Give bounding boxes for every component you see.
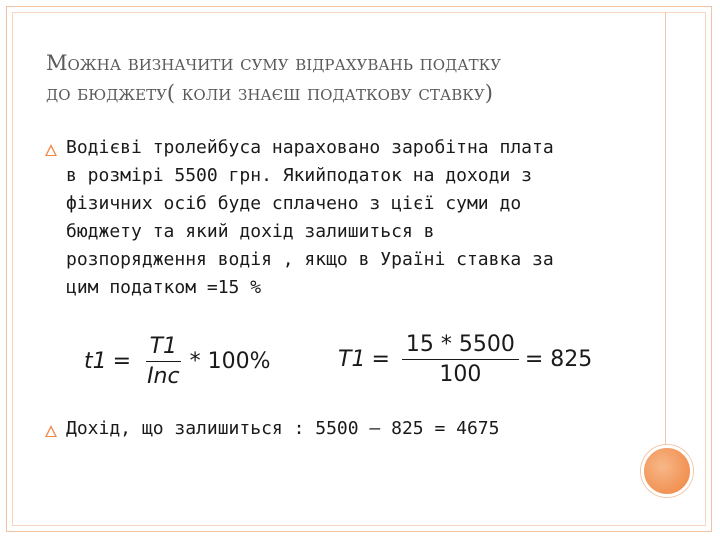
bullet-1-line: цим податком =15 % [66, 277, 262, 298]
formula-tax-rate [84, 334, 270, 389]
formula-tax-amount [338, 332, 592, 387]
formula-2-eq: = [371, 347, 390, 372]
bullet-2-text [66, 415, 636, 443]
formula-2-result: = 825 [524, 347, 593, 372]
bullet-1-line: розпорядження водія , якщо в Ураїні ставка за [66, 249, 554, 270]
formula-1-eq: = [112, 349, 132, 374]
formula-2-numerator: 15 * 5500 [402, 332, 519, 360]
decor-circle [641, 445, 693, 497]
bullet-icon [44, 424, 58, 438]
formula-1-fraction [143, 334, 184, 389]
formula-2-denominator: 100 [439, 362, 482, 387]
title-line-1: Можна визначити суму відрахувань податку [46, 51, 502, 75]
bullet-1-line: бюджету та який дохід залишиться в [66, 221, 435, 242]
bullet-1-line: Водієві тролейбуса нараховано заробітна плата [66, 137, 554, 158]
title-line-2: до бюджету( коли знаєш податкову ставку) [46, 81, 493, 105]
bullet-1-text [66, 134, 636, 302]
formula-2-lhs: T1 [338, 347, 366, 372]
formula-2-fraction [402, 332, 519, 387]
bullet-icon [44, 143, 58, 157]
bullet-1-line: фізичних осіб буде сплачено з цієї суми до [66, 193, 522, 214]
decor-vertical-line [665, 12, 666, 462]
formula-1-tail: * 100% [189, 349, 271, 374]
bullet-1-line: в розмірі 5500 грн. Якийподаток на доходи з [66, 165, 532, 186]
formula-1-denominator: Inc [147, 364, 180, 389]
formula-1-lhs: t1 [84, 349, 107, 374]
formula-1-numerator: T1 [146, 334, 181, 362]
bullet-2-line: Дохід, що залишиться : 5500 – 825 = 4675 [66, 418, 500, 439]
slide-title [46, 48, 646, 108]
